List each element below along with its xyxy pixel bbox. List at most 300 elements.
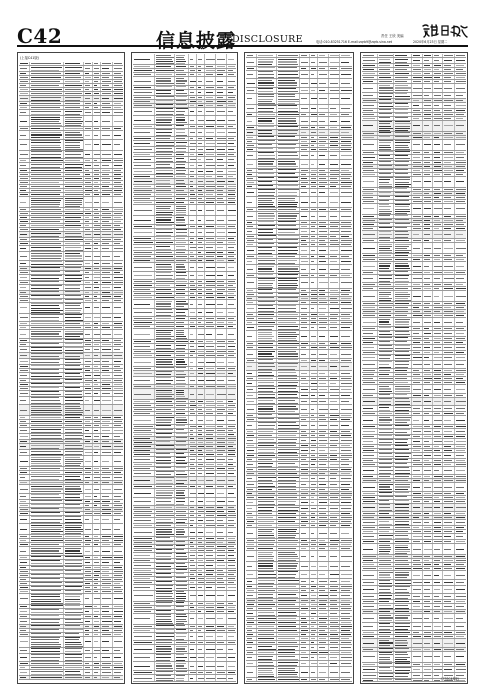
table-cell (19, 102, 29, 105)
table-cell (63, 208, 85, 211)
table-cell (63, 359, 85, 364)
table-cell (133, 325, 154, 328)
table-cell (226, 350, 237, 353)
table-cell (174, 641, 188, 644)
table-cell (174, 104, 188, 107)
table-cell (133, 573, 154, 576)
table-cell (63, 322, 85, 325)
table-cell (154, 296, 176, 299)
table-cell (154, 163, 176, 168)
table-cell (29, 185, 63, 188)
table-cell (63, 159, 85, 162)
table-cell (174, 367, 188, 370)
table-cell (154, 389, 176, 399)
table-cell (133, 350, 154, 353)
table-cell (19, 285, 29, 290)
table-cell (256, 54, 277, 57)
table-cell (112, 420, 124, 423)
table-cell (133, 309, 154, 317)
table-cell (29, 373, 63, 378)
contact-info: 电话:010-83251716 E-mail:zqrb9@zqrb.sina.net (316, 39, 392, 44)
table-cell (154, 137, 176, 140)
table-cell (19, 383, 29, 386)
table-cell (226, 471, 237, 476)
table-cell (63, 450, 85, 455)
table-cell (174, 288, 188, 291)
table-cell (112, 216, 124, 219)
table-cell (19, 140, 29, 150)
table-cell (29, 619, 63, 624)
table-cell (112, 670, 124, 675)
table-cell (133, 498, 154, 506)
table-cell (63, 504, 85, 507)
table-cell (63, 281, 85, 284)
table-cell (19, 471, 29, 474)
table-cell (226, 329, 237, 339)
table-cell (63, 594, 85, 604)
table-cell (154, 537, 176, 540)
table-cell (112, 246, 124, 251)
table-cell (63, 299, 85, 302)
table-row (19, 397, 123, 406)
table-cell (133, 385, 154, 388)
table-cell (19, 547, 29, 555)
table-cell (63, 131, 85, 139)
table-cell (19, 379, 29, 382)
table-cell (112, 242, 124, 245)
table-cell (133, 625, 154, 628)
table-cell (19, 267, 29, 270)
table-cell (19, 291, 29, 294)
table-cell (19, 110, 29, 115)
table-cell (112, 481, 124, 484)
table-cell (29, 127, 63, 130)
table-cell (174, 563, 188, 568)
table-cell (174, 325, 188, 328)
table-cell (226, 272, 237, 280)
table-cell (19, 416, 29, 419)
table-cell (19, 444, 29, 449)
table-cell (339, 113, 353, 116)
table-cell (276, 94, 300, 104)
table-cell (133, 471, 154, 476)
table-cell (256, 177, 277, 180)
table-cell (112, 397, 124, 405)
table-cell (29, 560, 63, 565)
table-cell (226, 671, 237, 674)
table-cell (112, 232, 124, 237)
table-cell (133, 549, 154, 552)
table-cell (112, 224, 124, 227)
table-cell (154, 541, 176, 544)
table-cell (112, 169, 124, 172)
table-cell (154, 671, 176, 674)
table-cell (226, 300, 237, 308)
table-cell (154, 553, 176, 558)
table-row (133, 377, 236, 386)
table-cell (226, 591, 237, 601)
table-cell (154, 445, 176, 448)
table-cell (112, 578, 124, 581)
table-cell (133, 245, 154, 250)
table-cell (226, 404, 237, 407)
table-cell (339, 54, 353, 57)
table-cell (226, 193, 237, 196)
table-cell (226, 463, 237, 466)
table-cell (29, 72, 63, 75)
table-cell (112, 116, 124, 126)
table-cell (154, 610, 176, 613)
table-cell (112, 574, 124, 577)
table-cell (133, 321, 154, 324)
table-cell (29, 343, 63, 346)
table-cell (154, 449, 176, 452)
table-cell (174, 225, 188, 228)
table-cell (133, 569, 154, 572)
table-cell (276, 54, 300, 57)
table-cell (29, 387, 63, 390)
table-cell (226, 610, 237, 613)
table-cell (29, 594, 63, 604)
table-cell (19, 676, 29, 679)
table-cell (246, 148, 256, 151)
table-cell (133, 340, 154, 343)
table-cell (339, 136, 353, 139)
table-cell (63, 110, 85, 115)
table-cell (29, 285, 63, 290)
table-cell (174, 280, 188, 283)
table-cell (154, 425, 176, 428)
table-cell (29, 62, 63, 65)
table-cell (174, 404, 188, 407)
table-cell (154, 65, 176, 68)
table-cell (19, 177, 29, 180)
table-cell (29, 379, 63, 382)
table-cell (19, 494, 29, 499)
table-row (19, 303, 123, 314)
table-cell (19, 197, 29, 207)
table-cell (133, 559, 154, 562)
table-cell (133, 237, 154, 240)
table-cell (19, 500, 29, 503)
table-cell (29, 391, 63, 396)
table-cell (154, 340, 176, 343)
table-cell (154, 545, 176, 548)
table-cell (19, 405, 29, 415)
table-cell (29, 481, 63, 484)
table-cell (19, 224, 29, 227)
table-cell (29, 471, 63, 474)
table-cell (112, 197, 124, 207)
table-row (133, 129, 236, 138)
table-cell (154, 229, 176, 237)
table-cell (112, 666, 124, 669)
table-cell (226, 485, 237, 488)
table-cell (19, 450, 29, 455)
table-cell (226, 489, 237, 497)
table-row (246, 79, 352, 88)
table-cell (63, 666, 85, 669)
table-cell (112, 444, 124, 449)
table-cell (174, 569, 188, 572)
table-cell (19, 212, 29, 215)
table-cell (63, 416, 85, 419)
table-cell (174, 292, 188, 295)
table-cell (154, 77, 176, 85)
table-cell (63, 339, 85, 342)
table-cell (63, 347, 85, 352)
table-cell (133, 528, 154, 536)
table-cell (63, 543, 85, 546)
table-cell (19, 232, 29, 237)
table-cell (154, 429, 176, 432)
table-cell (226, 524, 237, 527)
table-cell (133, 147, 154, 152)
table-cell (226, 185, 237, 188)
table-row (133, 272, 236, 281)
table-cell (29, 494, 63, 499)
editor-credit: 责任 王欣 美编 (381, 33, 404, 38)
table-cell (29, 261, 63, 266)
table-cell (174, 69, 188, 72)
table-cell (174, 205, 188, 215)
table-cell (174, 528, 188, 536)
table-cell (112, 440, 124, 443)
table-cell (133, 100, 154, 103)
table-cell (112, 450, 124, 455)
table-cell (226, 445, 237, 448)
table-cell (133, 524, 154, 527)
table-cell (112, 261, 124, 266)
table-cell (29, 365, 63, 368)
table-cell (63, 662, 85, 665)
table-cell (226, 606, 237, 609)
table-cell (19, 220, 29, 223)
table-cell (133, 125, 154, 128)
table-cell (112, 140, 124, 150)
table-cell (133, 193, 154, 196)
table-cell (133, 272, 154, 280)
table-cell (29, 96, 63, 101)
table-cell (154, 280, 176, 283)
table-cell (133, 179, 154, 184)
table-cell (112, 275, 124, 280)
table-column-1 (17, 52, 125, 684)
table-cell (133, 675, 154, 682)
table-cell (19, 173, 29, 176)
table-cell (63, 271, 85, 274)
table-cell (29, 232, 63, 237)
table-cell (29, 216, 63, 219)
table-cell (226, 259, 237, 262)
page-number: C42 (17, 24, 62, 48)
table-cell (339, 140, 353, 143)
table-cell (63, 508, 85, 511)
table-cell (339, 173, 353, 176)
table-cell (154, 245, 176, 250)
table-cell (174, 263, 188, 271)
table-cell (226, 116, 237, 124)
table-cell (29, 637, 63, 647)
table-cell (226, 69, 237, 72)
table-cell (226, 179, 237, 184)
table-cell (339, 105, 353, 113)
table-cell (29, 106, 63, 109)
table-cell (174, 116, 188, 124)
table-cell (112, 516, 124, 524)
table-cell (112, 62, 124, 65)
table-cell (112, 373, 124, 378)
table-cell (19, 92, 29, 95)
table-cell (63, 444, 85, 449)
table-row (133, 216, 236, 225)
table-row (133, 358, 236, 367)
table-cell (112, 359, 124, 364)
table-cell (19, 369, 29, 372)
table-cell (112, 185, 124, 188)
table-cell (154, 416, 176, 424)
table-cell (154, 116, 176, 124)
table-cell (174, 591, 188, 601)
table-cell (133, 189, 154, 192)
table-cell (29, 383, 63, 386)
table-cell (63, 590, 85, 593)
table-cell (133, 65, 154, 68)
table-cell (226, 412, 237, 415)
table-cell (29, 539, 63, 542)
table-cell (174, 245, 188, 250)
table-row (19, 547, 123, 556)
table-cell (63, 295, 85, 298)
table-cell (339, 126, 353, 129)
table-cell (29, 238, 63, 241)
table-cell (29, 159, 63, 162)
table-cell (112, 84, 124, 87)
table-cell (339, 169, 353, 172)
table-cell (339, 130, 353, 135)
table-cell (256, 152, 277, 160)
disclosure-tables (17, 52, 468, 684)
table-cell (154, 591, 176, 601)
table-cell (112, 339, 124, 342)
table-cell (63, 76, 85, 79)
table-cell (226, 237, 237, 240)
table-cell (154, 205, 176, 215)
table-cell (29, 220, 63, 223)
table-row (246, 105, 352, 114)
table-row (133, 662, 236, 671)
table-cell (154, 153, 176, 156)
table-cell (276, 136, 300, 139)
table-cell (256, 144, 277, 147)
table-cell (133, 437, 154, 440)
table-cell (29, 648, 63, 653)
table-cell (29, 189, 63, 192)
table-cell (29, 615, 63, 618)
table-cell (133, 585, 154, 590)
table-cell (63, 189, 85, 192)
table-row (246, 160, 352, 169)
table-cell (174, 471, 188, 476)
table-cell (63, 387, 85, 390)
table-cell (276, 67, 300, 70)
table-cell (133, 518, 154, 523)
table-cell (112, 303, 124, 313)
table-cell (226, 108, 237, 116)
table-cell (174, 614, 188, 624)
table-cell (63, 456, 85, 466)
table-cell (154, 185, 176, 188)
table-cell (19, 163, 29, 168)
table-cell (133, 654, 154, 662)
table-cell (29, 88, 63, 91)
table-cell (226, 569, 237, 572)
table-cell (112, 508, 124, 511)
table-cell (154, 629, 176, 632)
table-cell (112, 405, 124, 415)
table-cell (174, 193, 188, 196)
table-cell (29, 322, 63, 325)
table-cell (63, 267, 85, 270)
table-cell (174, 354, 188, 357)
table-cell (226, 633, 237, 641)
table-cell (112, 512, 124, 515)
table-cell (63, 353, 85, 358)
table-row (19, 516, 123, 525)
table-cell (174, 633, 188, 641)
table-cell (133, 263, 154, 271)
table-cell (174, 197, 188, 200)
table-cell (29, 252, 63, 260)
table-cell (226, 280, 237, 283)
table-cell (256, 173, 277, 176)
table-cell (112, 330, 124, 338)
table-cell (174, 350, 188, 353)
table-cell (174, 602, 188, 605)
table-cell (112, 291, 124, 294)
table-cell (29, 295, 63, 298)
table-cell (174, 416, 188, 424)
table-cell (19, 80, 29, 83)
table-cell (19, 387, 29, 390)
table-cell (63, 633, 85, 636)
table-cell (112, 434, 124, 439)
table-cell (174, 340, 188, 343)
table-cell (19, 314, 29, 322)
table-cell (226, 518, 237, 523)
table-cell (29, 456, 63, 466)
table-cell (63, 373, 85, 378)
table-cell (133, 514, 154, 517)
table-cell (339, 67, 353, 70)
table-cell (174, 241, 188, 244)
table-cell (29, 208, 63, 211)
table-cell (226, 288, 237, 291)
table-row (133, 389, 236, 400)
table-cell (133, 506, 154, 509)
table-cell (63, 246, 85, 251)
table-cell (29, 633, 63, 636)
table-cell (133, 537, 154, 540)
table-cell (226, 510, 237, 513)
table-cell (174, 463, 188, 466)
table-cell (63, 570, 85, 573)
table-cell (112, 281, 124, 284)
table-cell (174, 251, 188, 254)
table-cell (112, 500, 124, 503)
table-cell (19, 365, 29, 368)
table-cell (19, 428, 29, 433)
